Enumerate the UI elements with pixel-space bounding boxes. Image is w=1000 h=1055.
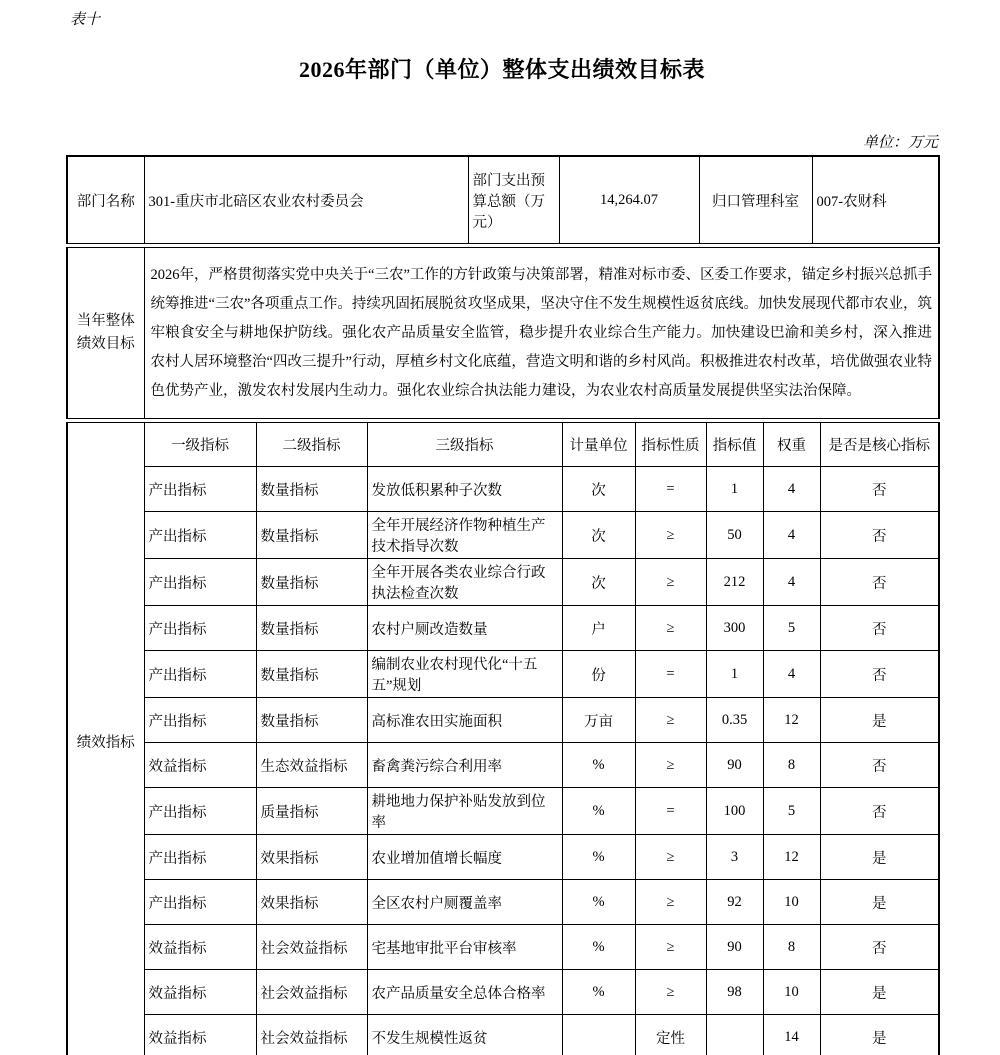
- indicator-cell-level3: 畜禽粪污综合利用率: [367, 743, 562, 788]
- col-header-level3: 三级指标: [367, 423, 562, 467]
- indicator-cell-nature: =: [635, 788, 706, 835]
- indicator-cell-core: 是: [820, 698, 939, 743]
- indicator-cell-value: 0.35: [706, 698, 763, 743]
- indicator-cell-core: 是: [820, 970, 939, 1015]
- indicator-cell-level3: 高标准农田实施面积: [367, 698, 562, 743]
- indicator-cell-value: 90: [706, 743, 763, 788]
- indicator-cell-weight: 12: [763, 698, 820, 743]
- indicator-cell-level3: 农业增加值增长幅度: [367, 835, 562, 880]
- indicator-cell-weight: 4: [763, 467, 820, 512]
- indicator-cell-core: 否: [820, 559, 939, 606]
- indicator-cell-nature: ≥: [635, 743, 706, 788]
- indicator-cell-unit: 户: [562, 606, 635, 651]
- indicator-cell-nature: ≥: [635, 512, 706, 559]
- col-header-nature: 指标性质: [635, 423, 706, 467]
- indicator-cell-level3: 宅基地审批平台审核率: [367, 925, 562, 970]
- indicator-header-row: [67, 423, 939, 467]
- indicator-cell-level2: 数量指标: [256, 467, 367, 512]
- indicator-cell-level3: 全年开展经济作物种植生产技术指导次数: [367, 512, 562, 559]
- indicator-cell-weight: 8: [763, 743, 820, 788]
- indicator-row: [67, 512, 939, 559]
- col-header-value: 指标值: [706, 423, 763, 467]
- indicator-cell-level1: 效益指标: [144, 1015, 256, 1055]
- indicator-cell-core: 否: [820, 467, 939, 512]
- indicator-cell-nature: ≥: [635, 880, 706, 925]
- indicator-cell-core: 是: [820, 835, 939, 880]
- indicator-cell-level1: 产出指标: [144, 698, 256, 743]
- indicator-cell-unit: %: [562, 880, 635, 925]
- indicator-cell-level2: 数量指标: [256, 512, 367, 559]
- indicator-cell-value: 98: [706, 970, 763, 1015]
- col-header-unit: 计量单位: [562, 423, 635, 467]
- indicator-cell-value: 212: [706, 559, 763, 606]
- managing-office-label: 归口管理科室: [699, 156, 812, 244]
- indicator-cell-weight: 10: [763, 970, 820, 1015]
- indicator-cell-core: 否: [820, 743, 939, 788]
- indicator-cell-weight: 4: [763, 651, 820, 698]
- indicator-cell-weight: 14: [763, 1015, 820, 1055]
- indicator-cell-nature: =: [635, 467, 706, 512]
- indicator-cell-level3: 发放低积累种子次数: [367, 467, 562, 512]
- indicator-cell-value: 1: [706, 467, 763, 512]
- annual-goal-label: 当年整体绩效目标: [67, 248, 144, 419]
- indicator-row: [67, 651, 939, 698]
- indicator-row: [67, 559, 939, 606]
- col-header-level2: 二级指标: [256, 423, 367, 467]
- indicator-cell-level1: 产出指标: [144, 512, 256, 559]
- goal-table: [66, 247, 940, 419]
- indicator-row: [67, 835, 939, 880]
- indicator-cell-nature: ≥: [635, 835, 706, 880]
- indicator-cell-level1: 效益指标: [144, 925, 256, 970]
- indicator-cell-weight: 4: [763, 512, 820, 559]
- indicator-cell-nature: ≥: [635, 606, 706, 651]
- col-header-core: 是否是核心指标: [820, 423, 939, 467]
- indicator-cell-level1: 产出指标: [144, 788, 256, 835]
- indicator-cell-weight: 8: [763, 925, 820, 970]
- indicator-cell-nature: ≥: [635, 698, 706, 743]
- indicator-row: [67, 698, 939, 743]
- indicator-row: [67, 1015, 939, 1055]
- indicator-cell-unit: 次: [562, 559, 635, 606]
- goal-row: [67, 248, 939, 419]
- indicator-cell-level2: 质量指标: [256, 788, 367, 835]
- section-label-performance-indicators: 绩效指标: [67, 423, 144, 1055]
- indicator-row: [67, 606, 939, 651]
- indicator-cell-core: 否: [820, 512, 939, 559]
- indicator-cell-level3: 农产品质量安全总体合格率: [367, 970, 562, 1015]
- indicator-cell-level1: 产出指标: [144, 835, 256, 880]
- budget-total-label: 部门支出预算总额（万元）: [468, 156, 559, 244]
- col-header-weight: 权重: [763, 423, 820, 467]
- indicator-cell-level3: 农村户厕改造数量: [367, 606, 562, 651]
- annual-goal-text: 2026年，严格贯彻落实党中央关于“三农”工作的方针政策与决策部署，精准对标市委、区委工作要求，锚定乡村振兴总抓手统筹推进“三农”各项重点工作。持续巩固拓展脱贫攻坚成果，坚决守住不发生规模性返贫底线。加快发展现代都市农业，筑牢粮食安全与耕地保护防线。强化农产品质量安全监管，稳步提升农业综合生产能力。加快建设巴渝和美乡村，深入推进农村人居环境整治“四改三提升”行动，厚植乡村文化底蕴，营造文明和谐的乡村风尚。积极推进农村改革，培优做强农业特色优势产业，激发农村发展内生动力。强化农业综合执法能力建设，为农业农村高质量发展提供坚实法治保障。: [144, 248, 939, 419]
- indicator-cell-level2: 数量指标: [256, 698, 367, 743]
- corner-label: 表十: [70, 12, 101, 28]
- indicator-cell-level1: 产出指标: [144, 559, 256, 606]
- indicator-cell-level3: 编制农业农村现代化“十五五”规划: [367, 651, 562, 698]
- indicator-cell-unit: 万亩: [562, 698, 635, 743]
- indicator-cell-value: 300: [706, 606, 763, 651]
- indicator-cell-level1: 产出指标: [144, 651, 256, 698]
- managing-office-value: 007-农财科: [812, 156, 939, 244]
- indicator-cell-value: [706, 1015, 763, 1055]
- indicator-cell-weight: 4: [763, 559, 820, 606]
- indicator-cell-nature: ≥: [635, 970, 706, 1015]
- indicator-cell-unit: %: [562, 925, 635, 970]
- page-title: 2026年部门（单位）整体支出绩效目标表: [298, 57, 705, 82]
- indicator-cell-nature: ≥: [635, 925, 706, 970]
- indicator-cell-core: 是: [820, 880, 939, 925]
- indicator-tbody: [67, 423, 939, 1055]
- budget-total-value: 14,264.07: [559, 156, 699, 244]
- indicator-cell-value: 1: [706, 651, 763, 698]
- indicator-cell-level2: 效果指标: [256, 880, 367, 925]
- indicator-cell-level3: 不发生规模性返贫: [367, 1015, 562, 1055]
- indicator-cell-level1: 效益指标: [144, 970, 256, 1015]
- indicator-cell-unit: %: [562, 743, 635, 788]
- info-row: [67, 156, 939, 244]
- indicator-row: [67, 970, 939, 1015]
- indicator-cell-unit: %: [562, 835, 635, 880]
- indicator-cell-value: 100: [706, 788, 763, 835]
- indicator-row: [67, 880, 939, 925]
- unit-note: 单位：万元: [862, 135, 938, 151]
- indicator-table: [66, 422, 940, 1055]
- indicator-cell-level2: 数量指标: [256, 651, 367, 698]
- indicator-cell-unit: 次: [562, 467, 635, 512]
- info-table: [66, 155, 940, 244]
- indicator-cell-unit: 次: [562, 512, 635, 559]
- indicator-cell-nature: 定性: [635, 1015, 706, 1055]
- indicator-cell-unit: 份: [562, 651, 635, 698]
- indicator-cell-level3: 全区农村户厕覆盖率: [367, 880, 562, 925]
- indicator-cell-core: 否: [820, 651, 939, 698]
- indicator-cell-level2: 社会效益指标: [256, 970, 367, 1015]
- indicator-cell-level3: 耕地地力保护补贴发放到位率: [367, 788, 562, 835]
- indicator-cell-core: 否: [820, 788, 939, 835]
- indicator-cell-level2: 数量指标: [256, 606, 367, 651]
- indicator-cell-level2: 社会效益指标: [256, 1015, 367, 1055]
- indicator-cell-weight: 10: [763, 880, 820, 925]
- indicator-cell-level1: 产出指标: [144, 880, 256, 925]
- dept-name-label: 部门名称: [67, 156, 144, 244]
- indicator-cell-core: 是: [820, 1015, 939, 1055]
- indicator-cell-level1: 产出指标: [144, 606, 256, 651]
- indicator-cell-unit: %: [562, 970, 635, 1015]
- indicator-row: [67, 743, 939, 788]
- indicator-cell-unit: %: [562, 788, 635, 835]
- indicator-cell-core: 否: [820, 925, 939, 970]
- indicator-cell-unit: [562, 1015, 635, 1055]
- indicator-cell-core: 否: [820, 606, 939, 651]
- indicator-cell-level2: 生态效益指标: [256, 743, 367, 788]
- indicator-cell-value: 50: [706, 512, 763, 559]
- indicator-cell-nature: =: [635, 651, 706, 698]
- indicator-cell-level2: 社会效益指标: [256, 925, 367, 970]
- indicator-cell-level2: 效果指标: [256, 835, 367, 880]
- dept-name-value: 301-重庆市北碚区农业农村委员会: [144, 156, 468, 244]
- indicator-row: [67, 925, 939, 970]
- indicator-cell-weight: 5: [763, 606, 820, 651]
- indicator-cell-level1: 效益指标: [144, 743, 256, 788]
- indicator-cell-weight: 5: [763, 788, 820, 835]
- indicator-cell-value: 92: [706, 880, 763, 925]
- indicator-cell-level2: 数量指标: [256, 559, 367, 606]
- indicator-cell-value: 90: [706, 925, 763, 970]
- indicator-cell-level3: 全年开展各类农业综合行政执法检查次数: [367, 559, 562, 606]
- indicator-row: [67, 467, 939, 512]
- indicator-cell-nature: ≥: [635, 559, 706, 606]
- indicator-cell-level1: 产出指标: [144, 467, 256, 512]
- indicator-row: [67, 788, 939, 835]
- indicator-cell-value: 3: [706, 835, 763, 880]
- col-header-level1: 一级指标: [144, 423, 256, 467]
- indicator-cell-weight: 12: [763, 835, 820, 880]
